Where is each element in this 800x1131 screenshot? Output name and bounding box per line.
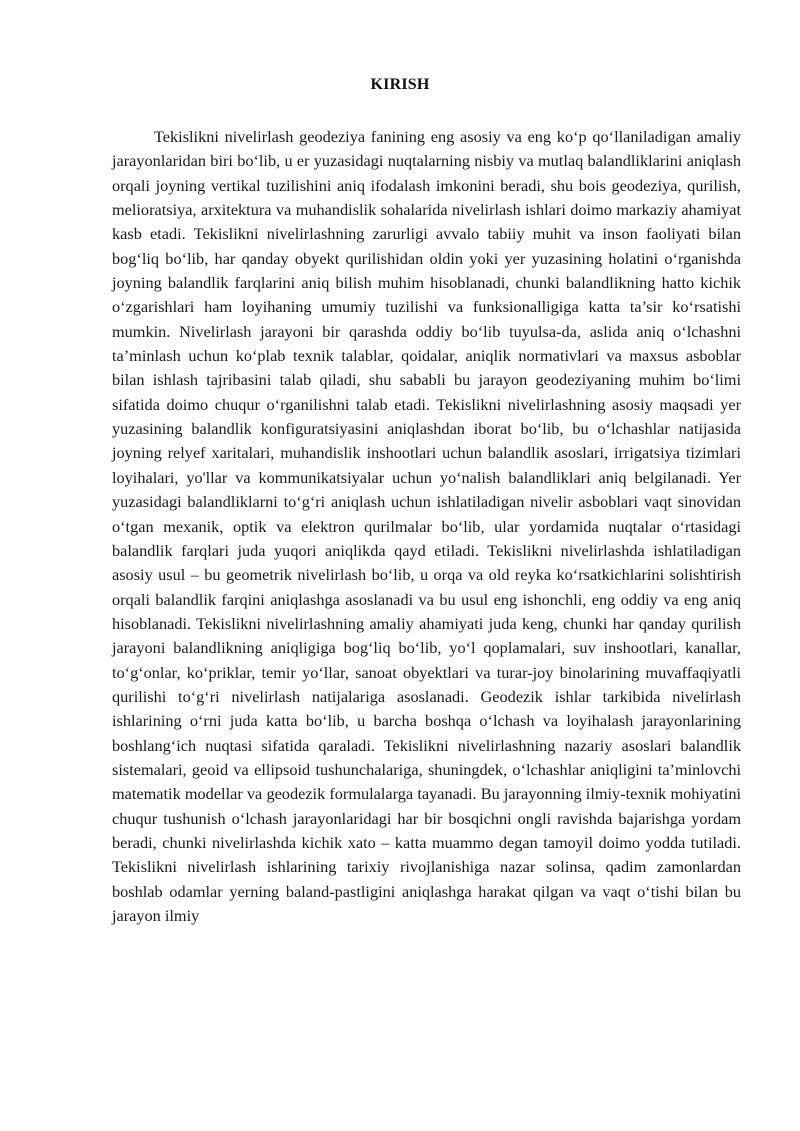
page-title: KIRISH [370,76,430,93]
body-paragraph: Tekislikni nivelirlash geodeziya fanining eng asosiy va eng ko‘p qo‘llaniladigan amaliy jarayonlaridan biri bo‘lib, u er yuzasidagi nuqtalarning nisbiy va mutlaq balandliklarini aniqlash orqali joyning vertikal tuzilishini aniq ifodalash imkonini beradi, shu bois geodeziya, qurilish, melioratsiya, arxitektura va muhandislik sohalarida nivelirlash ishlari doimo markaziy ahamiyat kasb etadi. Tekislikni nivelirlashning zarurligi avvalo tabiiy muhit va inson faoliyati bilan bog‘liq bo‘lib, har qanday obyekt qurilishidan oldin yoki yer yuzasining holatini o‘rganishda joyning balandlik farqlarini aniq bilish muhim hisoblanadi, chunki balandlikning hatto kichik o‘zgarishlari ham loyihaning umumiy tuzilishi va funksionalligiga katta ta’sir ko‘rsatishi mumkin. Nivelirlash jarayoni bir qarashda oddiy bo‘lib tuyulsa-da, aslida aniq o‘lchashni ta’minlash uchun ko‘plab texnik talablar, qoidalar, aniqlik normativlari va maxsus asboblar bilan ishlash tajribasini talab qiladi, shu sababli bu jarayon geodeziyaning muhim bo‘limi sifatida doimo chuqur o‘rganilishni talab etadi. Tekislikni nivelirlashning asosiy maqsadi yer yuzasining balandlik konfiguratsiyasini aniqlashdan iborat bo‘lib, bu o‘lchashlar natijasida joyning relyef xaritalari, muhandislik inshootlari uchun balandlik asoslari, irrigatsiya tizimlari loyihalari, yo'llar va kommunikatsiyalar uchun yo‘nalish balandliklari aniq belgilanadi. Yer yuzasidagi balandliklarni to‘g‘ri aniqlash uchun ishlatiladigan nivelir asboblari vaqt sinovidan o‘tgan mexanik, optik va elektron qurilmalar bo‘lib, ular yordamida nuqtalar o‘rtasidagi balandlik farqlari juda yuqori aniqlikda qayd etiladi. Tekislikni nivelirlashda ishlatiladigan asosiy usul – bu geometrik nivelirlash bo‘lib, u orqa va old reyka ko‘rsatkichlarini solishtirish orqali balandlik farqini aniqlashga asoslanadi va bu usul eng ishonchli, eng oddiy va eng aniq hisoblanadi. Tekislikni nivelirlashning amaliy ahamiyati juda keng, chunki har qanday qurilish jarayoni balandlikning aniqligiga bog‘liq bo‘lib, yo‘l qoplamalari, suv inshootlari, kanallar, to‘g‘onlar, ko‘priklar, temir yo‘llar, sanoat obyektlari va turar-joy binolarining muvaffaqiyatli qurilishi to‘g‘ri nivelirlash natijalariga asoslanadi. Geodezik ishlar tarkibida nivelirlash ishlarining o‘rni juda katta bo‘lib, u barcha boshqa o‘lchash va loyihalash jarayonlarining boshlang‘ich nuqtasi sifatida qaraladi. Tekislikni nivelirlashning nazariy asoslari balandlik sistemalari, geoid va ellipsoid tushunchalariga, shuningdek, o‘lchashlar aniqligini ta’minlovchi matematik modellar va geodezik formulalarga tayanadi. Bu jarayonning ilmiy-texnik mohiyatini chuqur tushunish o‘lchash jarayonlaridagi har bir bosqichni ongli ravishda bajarishga yordam beradi, chunki nivelirlashda kichik xato – katta muammo degan tamoyil doimo yodda tutiladi. Tekislikni nivelirlash ishlarining tarixiy rivojlanishiga nazar solinsa, qadim zamonlardan boshlab odamlar yerning baland-pastligini aniqlashga harakat qilgan va vaqt o‘tishi bilan bu jarayon ilmiy [112,127,741,925]
